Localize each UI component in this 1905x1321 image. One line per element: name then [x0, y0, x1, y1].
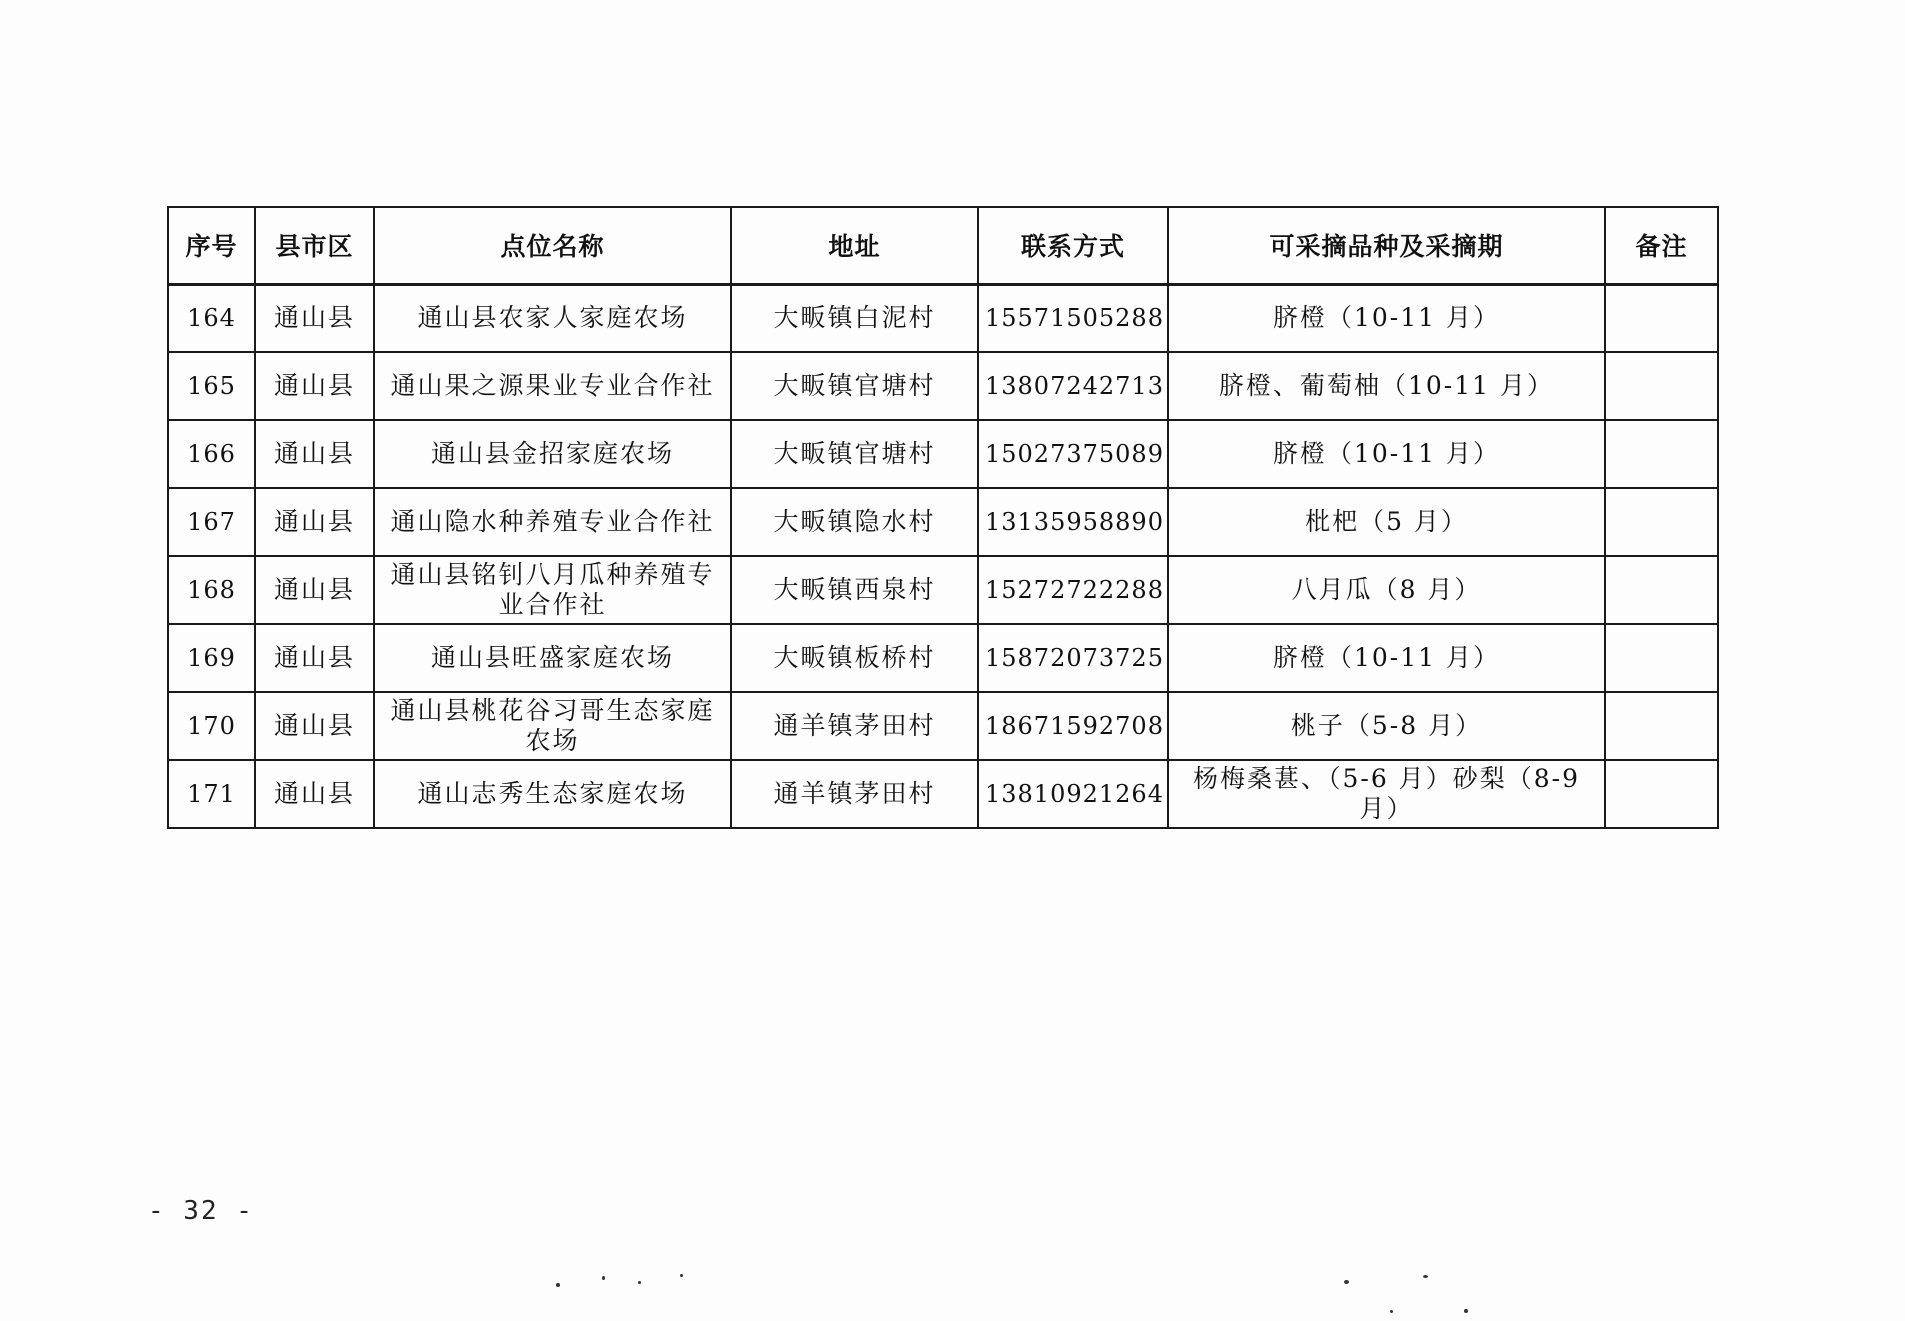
cell-seq: 170	[168, 692, 255, 760]
cell-site-name: 通山县旺盛家庭农场	[374, 624, 731, 692]
cell-phone: 18671592708	[978, 692, 1168, 760]
cell-address: 大畈镇西泉村	[731, 556, 978, 624]
header-note: 备注	[1605, 207, 1718, 284]
scan-speck	[1390, 1310, 1393, 1313]
cell-county: 通山县	[255, 760, 374, 828]
cell-note	[1605, 284, 1718, 352]
cell-varieties: 脐橙（10-11 月）	[1168, 284, 1605, 352]
cell-varieties: 脐橙（10-11 月）	[1168, 624, 1605, 692]
scan-speck	[680, 1274, 683, 1277]
header-county: 县市区	[255, 207, 374, 284]
table-header-row	[168, 207, 1718, 284]
cell-note	[1605, 692, 1718, 760]
cell-county: 通山县	[255, 624, 374, 692]
cell-site-name: 通山县铭钊八月瓜种养殖专业合作社	[374, 556, 731, 624]
cell-seq: 164	[168, 284, 255, 352]
table-row	[168, 488, 1718, 556]
cell-note	[1605, 420, 1718, 488]
cell-phone: 13810921264	[978, 760, 1168, 828]
cell-county: 通山县	[255, 420, 374, 488]
cell-address: 通羊镇茅田村	[731, 760, 978, 828]
cell-varieties: 枇杷（5 月）	[1168, 488, 1605, 556]
table-row	[168, 284, 1718, 352]
cell-site-name: 通山果之源果业专业合作社	[374, 352, 731, 420]
cell-phone: 15571505288	[978, 284, 1168, 352]
cell-phone: 13135958890	[978, 488, 1168, 556]
scan-speck	[638, 1281, 641, 1284]
scan-speck	[1464, 1309, 1468, 1313]
cell-note	[1605, 556, 1718, 624]
header-seq: 序号	[168, 207, 255, 284]
table-row	[168, 556, 1718, 624]
scan-speck	[556, 1283, 560, 1287]
cell-county: 通山县	[255, 692, 374, 760]
cell-county: 通山县	[255, 352, 374, 420]
picking-sites-table	[167, 206, 1719, 829]
cell-address: 大畈镇官塘村	[731, 352, 978, 420]
cell-seq: 169	[168, 624, 255, 692]
cell-county: 通山县	[255, 488, 374, 556]
cell-varieties: 八月瓜（8 月）	[1168, 556, 1605, 624]
cell-county: 通山县	[255, 556, 374, 624]
scan-speck	[1423, 1275, 1428, 1278]
cell-note	[1605, 760, 1718, 828]
cell-site-name: 通山县金招家庭农场	[374, 420, 731, 488]
cell-seq: 166	[168, 420, 255, 488]
cell-phone: 15027375089	[978, 420, 1168, 488]
table-row	[168, 352, 1718, 420]
table-row	[168, 624, 1718, 692]
cell-varieties: 脐橙（10-11 月）	[1168, 420, 1605, 488]
scan-speck	[602, 1276, 605, 1280]
cell-address: 大畈镇白泥村	[731, 284, 978, 352]
cell-note	[1605, 352, 1718, 420]
cell-phone: 15872073725	[978, 624, 1168, 692]
cell-varieties: 桃子（5-8 月）	[1168, 692, 1605, 760]
header-contact: 联系方式	[978, 207, 1168, 284]
cell-seq: 171	[168, 760, 255, 828]
header-varieties: 可采摘品种及采摘期	[1168, 207, 1605, 284]
cell-address: 大畈镇隐水村	[731, 488, 978, 556]
cell-site-name: 通山县农家人家庭农场	[374, 284, 731, 352]
cell-varieties: 杨梅桑葚、（5-6 月）砂梨（8-9 月）	[1168, 760, 1605, 828]
cell-seq: 167	[168, 488, 255, 556]
header-site-name: 点位名称	[374, 207, 731, 284]
cell-site-name: 通山志秀生态家庭农场	[374, 760, 731, 828]
table-row	[168, 420, 1718, 488]
cell-seq: 168	[168, 556, 255, 624]
cell-note	[1605, 624, 1718, 692]
cell-address: 通羊镇茅田村	[731, 692, 978, 760]
cell-phone: 15272722288	[978, 556, 1168, 624]
cell-seq: 165	[168, 352, 255, 420]
scan-speck	[1344, 1280, 1349, 1284]
cell-address: 大畈镇板桥村	[731, 624, 978, 692]
cell-address: 大畈镇官塘村	[731, 420, 978, 488]
table-row	[168, 692, 1718, 760]
cell-county: 通山县	[255, 284, 374, 352]
cell-site-name: 通山隐水种养殖专业合作社	[374, 488, 731, 556]
table-row	[168, 760, 1718, 828]
cell-site-name: 通山县桃花谷习哥生态家庭农场	[374, 692, 731, 760]
page-number: - 32 -	[148, 1196, 254, 1226]
cell-phone: 13807242713	[978, 352, 1168, 420]
header-address: 地址	[731, 207, 978, 284]
cell-note	[1605, 488, 1718, 556]
cell-varieties: 脐橙、葡萄柚（10-11 月）	[1168, 352, 1605, 420]
